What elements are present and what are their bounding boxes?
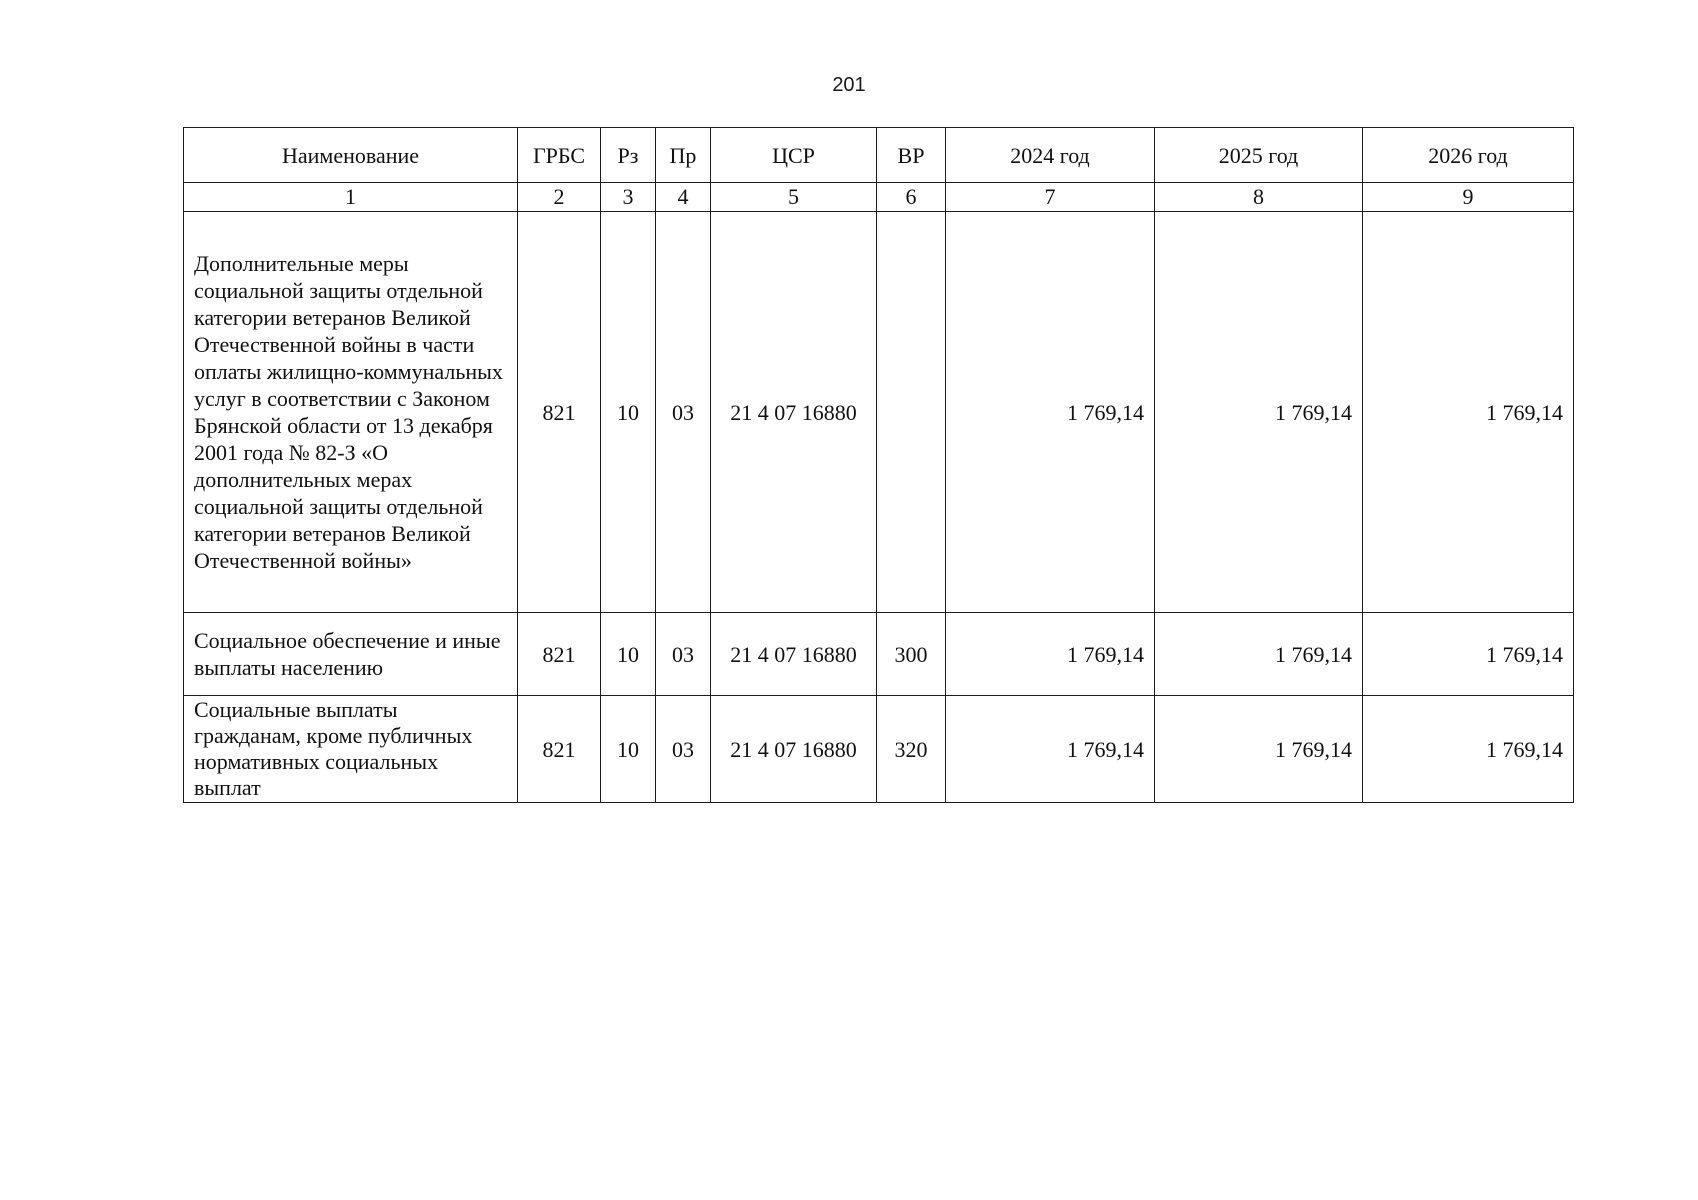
- row-name: Социальные выплаты гражданам, кроме публичных нормативных социальных выплат: [184, 696, 518, 803]
- header-pr: Пр: [656, 128, 711, 183]
- row-rz: 10: [601, 212, 656, 613]
- row-grbs: 821: [518, 613, 601, 696]
- row-name: Дополнительные меры социальной защиты отдельной категории ветеранов Великой Отечественной войны в части оплаты жилищно-коммунальных услуг в соответствии с Законом Брянской области от 13 декабря 2001 года № 82-З «О дополнительных мерах социальной защиты отдельной категории ветеранов Великой Отечественной войны»: [184, 212, 518, 613]
- row-vr: 320: [877, 696, 946, 803]
- column-number: 3: [601, 183, 656, 212]
- row-amount-2024: 1 769,14: [946, 696, 1155, 803]
- row-amount-2025: 1 769,14: [1155, 613, 1363, 696]
- column-number: 7: [946, 183, 1155, 212]
- header-name: Наименование: [184, 128, 518, 183]
- row-pr: 03: [656, 613, 711, 696]
- header-csr: ЦСР: [711, 128, 877, 183]
- row-vr: 300: [877, 613, 946, 696]
- header-vr: ВР: [877, 128, 946, 183]
- budget-table: [183, 127, 1574, 803]
- row-rz: 10: [601, 613, 656, 696]
- row-vr: [877, 212, 946, 613]
- row-pr: 03: [656, 696, 711, 803]
- header-2024: 2024 год: [946, 128, 1155, 183]
- row-amount-2026: 1 769,14: [1363, 696, 1574, 803]
- row-csr: 21 4 07 16880: [711, 212, 877, 613]
- column-number: 8: [1155, 183, 1363, 212]
- row-pr: 03: [656, 212, 711, 613]
- header-2026: 2026 год: [1363, 128, 1574, 183]
- header-rz: Рз: [601, 128, 656, 183]
- row-amount-2024: 1 769,14: [946, 613, 1155, 696]
- row-grbs: 821: [518, 212, 601, 613]
- header-2025: 2025 год: [1155, 128, 1363, 183]
- row-name: Социальное обеспечение и иные выплаты населению: [184, 613, 518, 696]
- column-number: 1: [184, 183, 518, 212]
- column-number: 9: [1363, 183, 1574, 212]
- header-grbs: ГРБС: [518, 128, 601, 183]
- table-row: [184, 696, 1574, 803]
- column-number: 5: [711, 183, 877, 212]
- column-number: 4: [656, 183, 711, 212]
- row-amount-2025: 1 769,14: [1155, 696, 1363, 803]
- row-amount-2024: 1 769,14: [946, 212, 1155, 613]
- row-amount-2026: 1 769,14: [1363, 212, 1574, 613]
- row-csr: 21 4 07 16880: [711, 613, 877, 696]
- row-amount-2025: 1 769,14: [1155, 212, 1363, 613]
- page-number: 201: [832, 74, 866, 96]
- header-row: [184, 128, 1574, 183]
- table-row: [184, 212, 1574, 613]
- row-rz: 10: [601, 696, 656, 803]
- row-csr: 21 4 07 16880: [711, 696, 877, 803]
- row-grbs: 821: [518, 696, 601, 803]
- column-number: 2: [518, 183, 601, 212]
- column-number-row: [184, 183, 1574, 212]
- table-row: [184, 613, 1574, 696]
- column-number: 6: [877, 183, 946, 212]
- row-amount-2026: 1 769,14: [1363, 613, 1574, 696]
